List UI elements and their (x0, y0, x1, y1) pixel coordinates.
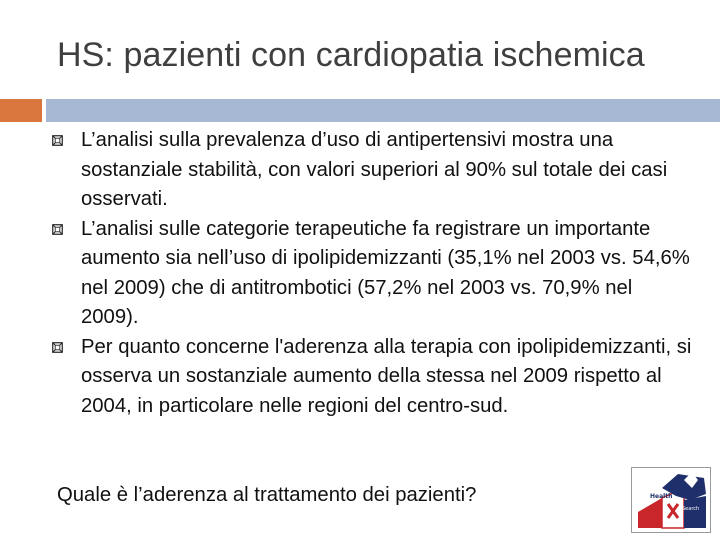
bullet-text: Per quanto concerne l'aderenza alla terapia con ipolipidemizzanti, si osserva un sostanziale aumento della stessa nel 2009 rispetto al 2004, in particolare nelle regioni del centro-sud. (81, 335, 692, 417)
bullet-list (52, 126, 692, 421)
square-bullet-icon (52, 135, 63, 146)
closing-question: Quale è l’aderenza al trattamento dei pazienti? (57, 484, 477, 506)
health-search-logo-icon (631, 467, 711, 533)
square-bullet-icon (52, 342, 63, 353)
title-rule-bar (46, 99, 720, 122)
bullet-item (52, 215, 692, 333)
svg-text:Health: Health (650, 493, 673, 500)
bullet-text: L’analisi sulle categorie terapeutiche fa registrare un importante aumento sia nell’uso di ipolipidemizzanti (35,1% nel 2003 vs. 54,6% nel 2009) che di antitrombotici (57,2% nel 2003 vs. 70,9% nel 2009). (81, 217, 690, 328)
slide-title: HS: pazienti con cardiopatia ischemica (57, 36, 645, 74)
svg-text:Search: Search (682, 506, 700, 512)
square-bullet-icon (52, 224, 63, 235)
title-rule-accent (0, 99, 42, 122)
bullet-text: L’analisi sulla prevalenza d’uso di antipertensivi mostra una sostanziale stabilità, con valori superiori al 90% sul totale dei casi osservati. (81, 129, 668, 210)
bullet-item (52, 333, 692, 422)
bullet-item (52, 126, 692, 215)
